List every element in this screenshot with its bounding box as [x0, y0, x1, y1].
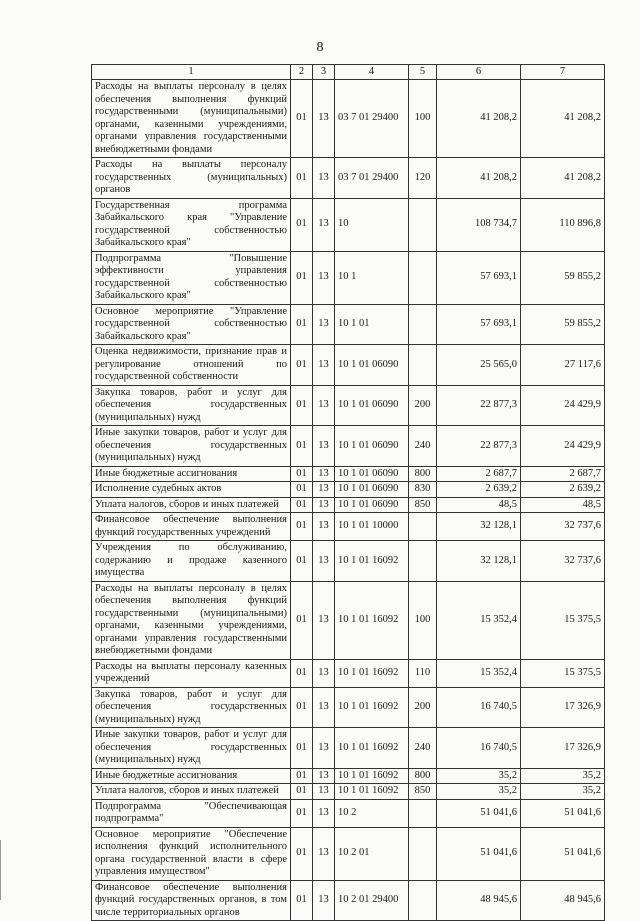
- table-row: [92, 880, 605, 921]
- table-row: [92, 541, 605, 582]
- amount-year-2: 15 375,5: [521, 659, 605, 687]
- expense-type-code: [409, 827, 437, 880]
- target-article-code: 10 1: [335, 251, 409, 304]
- subsection-code: 13: [313, 482, 335, 498]
- amount-year-1: 15 352,4: [437, 659, 521, 687]
- expense-type-code: 850: [409, 497, 437, 513]
- expense-type-code: [409, 799, 437, 827]
- amount-year-1: 51 041,6: [437, 827, 521, 880]
- expense-type-code: 800: [409, 466, 437, 482]
- expense-type-code: [409, 251, 437, 304]
- section-code: 01: [291, 784, 313, 800]
- table-row: [92, 659, 605, 687]
- table-row: [92, 304, 605, 345]
- row-description: Иные закупки товаров, работ и услуг для обеспечения государственных (муниципальных) нужд: [92, 426, 291, 467]
- row-description: Иные закупки товаров, работ и услуг для обеспечения государственных (муниципальных) нужд: [92, 728, 291, 769]
- section-code: 01: [291, 304, 313, 345]
- expense-type-code: 240: [409, 426, 437, 467]
- table-row: [92, 784, 605, 800]
- amount-year-1: 2 639,2: [437, 482, 521, 498]
- subsection-code: 13: [313, 251, 335, 304]
- subsection-code: 13: [313, 466, 335, 482]
- amount-year-1: 51 041,6: [437, 799, 521, 827]
- amount-year-2: 32 737,6: [521, 541, 605, 582]
- row-description: Иные бюджетные ассигнования: [92, 768, 291, 784]
- amount-year-2: 27 117,6: [521, 345, 605, 386]
- row-description: Расходы на выплаты персоналу государственных (муниципальных) органов: [92, 158, 291, 199]
- row-description: Учреждения по обслуживанию, содержанию и продаже казенного имущества: [92, 541, 291, 582]
- amount-year-2: 17 326,9: [521, 728, 605, 769]
- amount-year-1: 16 740,5: [437, 728, 521, 769]
- page-number: 8: [316, 40, 324, 55]
- expense-type-code: 100: [409, 80, 437, 158]
- row-description: Уплата налогов, сборов и иных платежей: [92, 784, 291, 800]
- header-cell: 2: [291, 65, 313, 80]
- header-cell: 5: [409, 65, 437, 80]
- subsection-code: 13: [313, 784, 335, 800]
- section-code: 01: [291, 80, 313, 158]
- amount-year-1: 35,2: [437, 784, 521, 800]
- amount-year-2: 24 429,9: [521, 385, 605, 426]
- section-code: 01: [291, 581, 313, 659]
- budget-table: [91, 64, 605, 921]
- header-cell: 7: [521, 65, 605, 80]
- section-code: 01: [291, 345, 313, 386]
- amount-year-1: 41 208,2: [437, 80, 521, 158]
- amount-year-1: 16 740,5: [437, 687, 521, 728]
- section-code: 01: [291, 497, 313, 513]
- section-code: 01: [291, 799, 313, 827]
- target-article-code: 10 1 01 16092: [335, 659, 409, 687]
- target-article-code: 03 7 01 29400: [335, 80, 409, 158]
- amount-year-2: 51 041,6: [521, 827, 605, 880]
- table-row: [92, 728, 605, 769]
- expense-type-code: [409, 541, 437, 582]
- target-article-code: 10 1 01 06090: [335, 497, 409, 513]
- subsection-code: 13: [313, 541, 335, 582]
- expense-type-code: 200: [409, 687, 437, 728]
- row-description: Закупка товаров, работ и услуг для обеспечения государственных (муниципальных) нужд: [92, 385, 291, 426]
- amount-year-1: 22 877,3: [437, 385, 521, 426]
- target-article-code: 10 1 01 06090: [335, 466, 409, 482]
- amount-year-1: 57 693,1: [437, 251, 521, 304]
- row-description: Подпрограмма "Обеспечивающая подпрограмма": [92, 799, 291, 827]
- target-article-code: 10 1 01 06090: [335, 345, 409, 386]
- amount-year-2: 35,2: [521, 768, 605, 784]
- amount-year-1: 15 352,4: [437, 581, 521, 659]
- table-row: [92, 687, 605, 728]
- subsection-code: 13: [313, 659, 335, 687]
- table-header-row: [92, 65, 605, 80]
- target-article-code: 10 2 01: [335, 827, 409, 880]
- target-article-code: 10 1 01 16092: [335, 581, 409, 659]
- target-article-code: 10 1 01 06090: [335, 482, 409, 498]
- table-row: [92, 198, 605, 251]
- section-code: 01: [291, 728, 313, 769]
- section-code: 01: [291, 385, 313, 426]
- table-row: [92, 466, 605, 482]
- amount-year-2: 2 639,2: [521, 482, 605, 498]
- section-code: 01: [291, 827, 313, 880]
- subsection-code: 13: [313, 799, 335, 827]
- amount-year-1: 41 208,2: [437, 158, 521, 199]
- subsection-code: 13: [313, 728, 335, 769]
- amount-year-1: 35,2: [437, 768, 521, 784]
- target-article-code: 10 2: [335, 799, 409, 827]
- subsection-code: 13: [313, 304, 335, 345]
- target-article-code: 10 1 01 16092: [335, 768, 409, 784]
- table-row: [92, 513, 605, 541]
- subsection-code: 13: [313, 198, 335, 251]
- target-article-code: 03 7 01 29400: [335, 158, 409, 199]
- section-code: 01: [291, 687, 313, 728]
- expense-type-code: 800: [409, 768, 437, 784]
- table-row: [92, 827, 605, 880]
- amount-year-2: 17 326,9: [521, 687, 605, 728]
- subsection-code: 13: [313, 345, 335, 386]
- row-description: Уплата налогов, сборов и иных платежей: [92, 497, 291, 513]
- table-row: [92, 345, 605, 386]
- row-description: Финансовое обеспечение выполнения функций государственных органов, в том числе территориальных органов: [92, 880, 291, 921]
- expense-type-code: [409, 304, 437, 345]
- subsection-code: 13: [313, 768, 335, 784]
- amount-year-2: 41 208,2: [521, 158, 605, 199]
- section-code: 01: [291, 659, 313, 687]
- row-description: Закупка товаров, работ и услуг для обеспечения государственных (муниципальных) нужд: [92, 687, 291, 728]
- row-description: Иные бюджетные ассигнования: [92, 466, 291, 482]
- target-article-code: 10 1 01 06090: [335, 385, 409, 426]
- subsection-code: 13: [313, 158, 335, 199]
- section-code: 01: [291, 198, 313, 251]
- section-code: 01: [291, 541, 313, 582]
- target-article-code: 10 2 01 29400: [335, 880, 409, 921]
- amount-year-1: 2 687,7: [437, 466, 521, 482]
- section-code: 01: [291, 482, 313, 498]
- amount-year-1: 48,5: [437, 497, 521, 513]
- target-article-code: 10: [335, 198, 409, 251]
- expense-type-code: 110: [409, 659, 437, 687]
- amount-year-1: 48 945,6: [437, 880, 521, 921]
- section-code: 01: [291, 768, 313, 784]
- expense-type-code: 200: [409, 385, 437, 426]
- subsection-code: 13: [313, 513, 335, 541]
- amount-year-2: 24 429,9: [521, 426, 605, 467]
- table-row: [92, 581, 605, 659]
- subsection-code: 13: [313, 687, 335, 728]
- amount-year-2: 59 855,2: [521, 251, 605, 304]
- table-row: [92, 768, 605, 784]
- section-code: 01: [291, 251, 313, 304]
- subsection-code: 13: [313, 497, 335, 513]
- target-article-code: 10 1 01 16092: [335, 541, 409, 582]
- target-article-code: 10 1 01: [335, 304, 409, 345]
- target-article-code: 10 1 01 16092: [335, 687, 409, 728]
- expense-type-code: 120: [409, 158, 437, 199]
- table-row: [92, 158, 605, 199]
- section-code: 01: [291, 158, 313, 199]
- amount-year-2: 51 041,6: [521, 799, 605, 827]
- target-article-code: 10 1 01 10000: [335, 513, 409, 541]
- expense-type-code: 830: [409, 482, 437, 498]
- table-row: [92, 385, 605, 426]
- amount-year-2: 35,2: [521, 784, 605, 800]
- table-row: [92, 251, 605, 304]
- row-description: Государственная программа Забайкальского края "Управление государственной собственностью Забайкальского края": [92, 198, 291, 251]
- row-description: Основное мероприятие "Обеспечение исполнения функций исполнительного органа государственной власти в сфере управления имуществом": [92, 827, 291, 880]
- section-code: 01: [291, 513, 313, 541]
- row-description: Оценка недвижимости, признание прав и регулирование отношений по государственной собственности: [92, 345, 291, 386]
- table-row: [92, 80, 605, 158]
- expense-type-code: [409, 198, 437, 251]
- section-code: 01: [291, 880, 313, 921]
- subsection-code: 13: [313, 827, 335, 880]
- row-description: Финансовое обеспечение выполнения функций государственных учреждений: [92, 513, 291, 541]
- amount-year-1: 22 877,3: [437, 426, 521, 467]
- table-row: [92, 426, 605, 467]
- row-description: Расходы на выплаты персоналу в целях обеспечения выполнения функций государственными (муниципальными) органами, казенными учреждениями, органами управления государственными внебюджетными фондами: [92, 80, 291, 158]
- subsection-code: 13: [313, 385, 335, 426]
- header-cell: 1: [92, 65, 291, 80]
- amount-year-1: 25 565,0: [437, 345, 521, 386]
- amount-year-2: 59 855,2: [521, 304, 605, 345]
- target-article-code: 10 1 01 16092: [335, 728, 409, 769]
- header-cell: 4: [335, 65, 409, 80]
- section-code: 01: [291, 466, 313, 482]
- table-row: [92, 497, 605, 513]
- amount-year-2: 32 737,6: [521, 513, 605, 541]
- amount-year-1: 108 734,7: [437, 198, 521, 251]
- row-description: Основное мероприятие "Управление государственной собственностью Забайкальского края": [92, 304, 291, 345]
- row-description: Расходы на выплаты персоналу в целях обеспечения выполнения функций государственными (муниципальными) органами, казенными учреждениями, органами управления государственными внебюджетными фондами: [92, 581, 291, 659]
- amount-year-1: 57 693,1: [437, 304, 521, 345]
- header-cell: 6: [437, 65, 521, 80]
- page-edge-mark: [0, 840, 1, 900]
- expense-type-code: [409, 345, 437, 386]
- row-description: Подпрограмма "Повышение эффективности управления государственной собственностью Забайкальского края": [92, 251, 291, 304]
- table-row: [92, 799, 605, 827]
- subsection-code: 13: [313, 80, 335, 158]
- row-description: Расходы на выплаты персоналу казенных учреждений: [92, 659, 291, 687]
- amount-year-1: 32 128,1: [437, 513, 521, 541]
- table-row: [92, 482, 605, 498]
- amount-year-2: 110 896,8: [521, 198, 605, 251]
- amount-year-2: 15 375,5: [521, 581, 605, 659]
- amount-year-2: 48 945,6: [521, 880, 605, 921]
- target-article-code: 10 1 01 06090: [335, 426, 409, 467]
- row-description: Исполнение судебных актов: [92, 482, 291, 498]
- target-article-code: 10 1 01 16092: [335, 784, 409, 800]
- amount-year-2: 41 208,2: [521, 80, 605, 158]
- expense-type-code: 240: [409, 728, 437, 769]
- header-cell: 3: [313, 65, 335, 80]
- amount-year-2: 48,5: [521, 497, 605, 513]
- section-code: 01: [291, 426, 313, 467]
- subsection-code: 13: [313, 581, 335, 659]
- expense-type-code: [409, 880, 437, 921]
- expense-type-code: [409, 513, 437, 541]
- expense-type-code: 100: [409, 581, 437, 659]
- subsection-code: 13: [313, 426, 335, 467]
- expense-type-code: 850: [409, 784, 437, 800]
- subsection-code: 13: [313, 880, 335, 921]
- amount-year-1: 32 128,1: [437, 541, 521, 582]
- amount-year-2: 2 687,7: [521, 466, 605, 482]
